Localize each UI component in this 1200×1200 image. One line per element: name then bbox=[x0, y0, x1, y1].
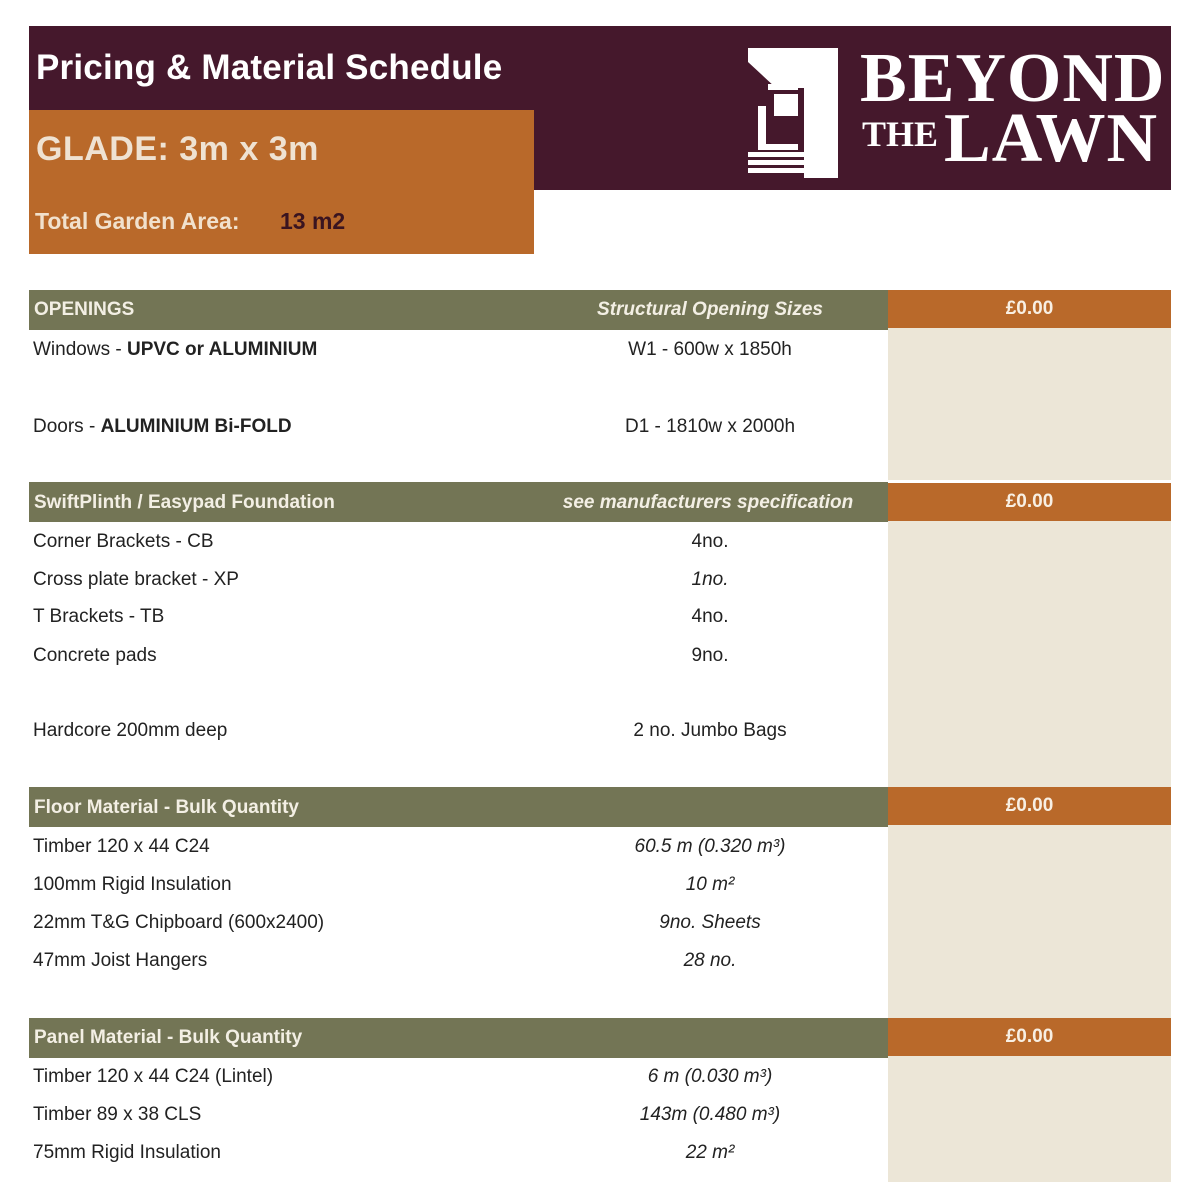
item-quantity: 4no. bbox=[691, 531, 729, 552]
section-title: OPENINGS bbox=[34, 299, 135, 320]
logo-text-the: THE bbox=[862, 114, 939, 154]
list-item: Cross plate bracket - XP bbox=[33, 569, 239, 590]
section-subtitle: Structural Opening Sizes bbox=[597, 299, 823, 320]
list-item: Timber 89 x 38 CLS bbox=[33, 1104, 202, 1125]
list-item: Timber 120 x 44 C24 bbox=[33, 836, 210, 857]
list-item: 100mm Rigid Insulation bbox=[33, 874, 232, 895]
list-item: Hardcore 200mm deep bbox=[33, 720, 228, 741]
list-item: Timber 120 x 44 C24 (Lintel) bbox=[33, 1066, 274, 1087]
item-quantity: 28 no. bbox=[683, 950, 737, 971]
price-cell bbox=[888, 1056, 1171, 1182]
list-item: 22mm T&G Chipboard (600x2400) bbox=[33, 912, 325, 933]
building-steps-logo bbox=[746, 44, 840, 178]
list-item: Corner Brackets - CB bbox=[33, 531, 214, 552]
logo-text-lawn: LAWN bbox=[944, 100, 1159, 177]
item-quantity: 9no. bbox=[691, 645, 729, 666]
garden-area-value: 13 m2 bbox=[280, 208, 346, 234]
logo-text-beyond: BEYOND bbox=[860, 40, 1166, 117]
item-quantity: W1 - 600w x 1850h bbox=[628, 339, 792, 360]
item-quantity: 9no. Sheets bbox=[659, 912, 761, 933]
price-cell bbox=[888, 328, 1171, 480]
section-price: £0.00 bbox=[888, 787, 1171, 825]
section-title: Floor Material - Bulk Quantity bbox=[34, 797, 299, 818]
list-item: Concrete pads bbox=[33, 645, 157, 666]
list-item: T Brackets - TB bbox=[33, 606, 165, 627]
garden-area-label: Total Garden Area: bbox=[35, 208, 240, 234]
item-quantity: D1 - 1810w x 2000h bbox=[624, 416, 796, 437]
item-quantity: 1no. bbox=[691, 569, 729, 590]
item-quantity: 6 m (0.030 m³) bbox=[647, 1066, 773, 1087]
page-title: Pricing & Material Schedule bbox=[36, 48, 503, 87]
price-cell bbox=[888, 521, 1171, 787]
item-quantity: 60.5 m (0.320 m³) bbox=[634, 836, 786, 857]
item-quantity: 2 no. Jumbo Bags bbox=[633, 720, 787, 741]
list-item: 47mm Joist Hangers bbox=[33, 950, 208, 971]
item-quantity: 22 m² bbox=[685, 1142, 735, 1163]
section-price: £0.00 bbox=[888, 290, 1171, 328]
section-title: Panel Material - Bulk Quantity bbox=[34, 1027, 303, 1048]
section-subtitle: see manufacturers specification bbox=[562, 492, 854, 513]
list-item: 75mm Rigid Insulation bbox=[33, 1142, 221, 1163]
section-price: £0.00 bbox=[888, 1018, 1171, 1056]
model-name: GLADE: 3m x 3m bbox=[36, 130, 319, 168]
list-item: Windows - UPVC or ALUMINIUM bbox=[33, 339, 318, 360]
item-quantity: 10 m² bbox=[685, 874, 735, 895]
section-price: £0.00 bbox=[888, 483, 1171, 521]
list-item: Doors - ALUMINIUM Bi-FOLD bbox=[33, 416, 292, 437]
price-cell bbox=[888, 825, 1171, 1018]
item-quantity: 143m (0.480 m³) bbox=[639, 1104, 781, 1125]
item-quantity: 4no. bbox=[691, 606, 729, 627]
section-title: SwiftPlinth / Easypad Foundation bbox=[34, 492, 335, 513]
